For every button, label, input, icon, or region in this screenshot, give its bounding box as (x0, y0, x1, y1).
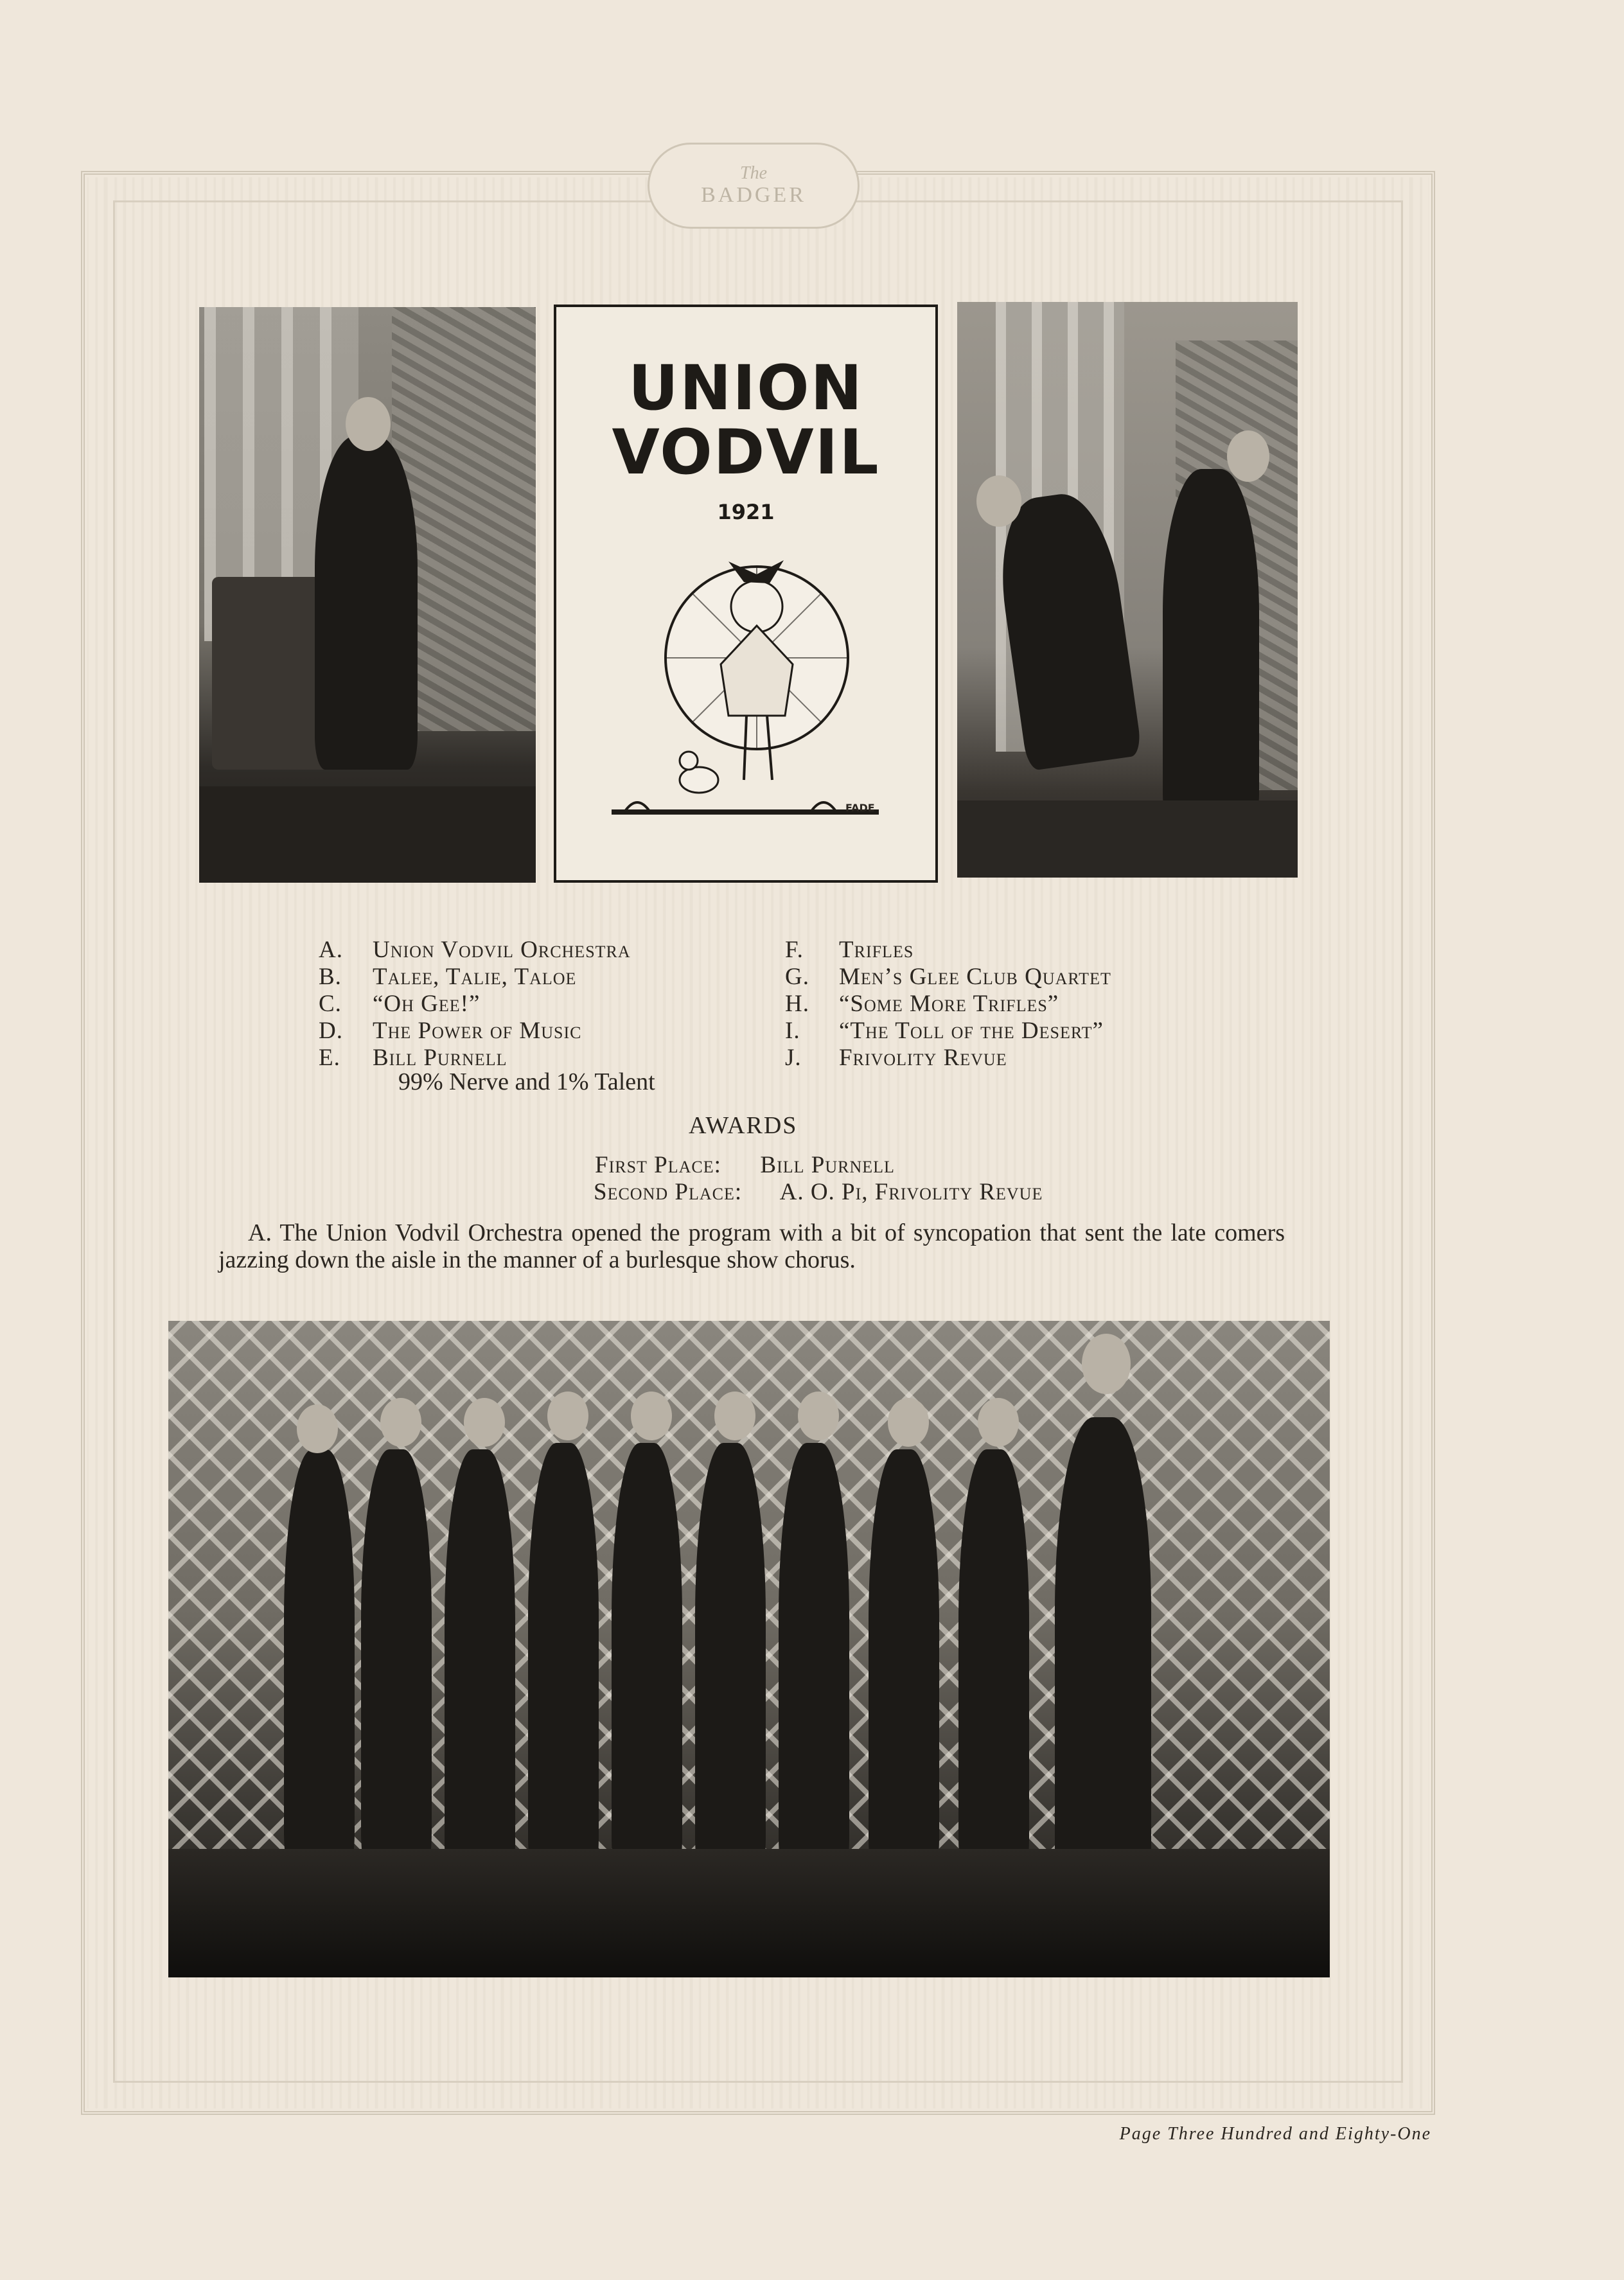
crest-the: The (740, 163, 767, 183)
program-list-left (319, 937, 631, 1072)
photo-dancing-couple (957, 302, 1298, 878)
poster-title-line2: VODVIL (612, 416, 880, 488)
crest-title: BADGER (701, 183, 806, 207)
program-item: H. “Some More Trifles” (785, 991, 1059, 1017)
program-item: G. Men’s Glee Club Quartet (785, 964, 1111, 990)
award-second-value: A. O. Pi, Frivolity Revue (779, 1179, 1043, 1205)
program-item: B. Talee, Talie, Taloe (319, 964, 577, 990)
poster-signature: FADE (845, 802, 875, 814)
union-vodvil-poster (554, 305, 938, 883)
program-item: E. Bill Purnell (319, 1045, 508, 1071)
program-item: F. Trifles (785, 937, 914, 963)
award-first (595, 1151, 895, 1179)
badger-crest (648, 143, 860, 229)
award-first-label: First Place: (595, 1152, 721, 1178)
award-first-value: Bill Purnell (760, 1152, 895, 1178)
program-item: D. The Power of Music (319, 1018, 582, 1044)
poster-year: 1921 (717, 500, 775, 524)
program-item: C. “Oh Gee!” (319, 991, 481, 1017)
program-item-e-subtitle: 99% Nerve and 1% Talent (398, 1068, 655, 1095)
page-number-footer: Page Three Hundred and Eighty-One (1119, 2124, 1431, 2144)
program-item: A. Union Vodvil Orchestra (319, 937, 631, 963)
poster-title-line1: UNION (628, 352, 863, 424)
orchestra-description: A. The Union Vodvil Orchestra opened the program with a bit of syncopation that sent the late comers jazzing down the aisle in the manner of a burlesque show chorus. (218, 1219, 1285, 1273)
photo-chorus-line (168, 1321, 1330, 1977)
program-list-right (785, 937, 1111, 1072)
program-item: I. “The Toll of the Desert” (785, 1018, 1104, 1044)
doll-illustration (554, 305, 938, 883)
awards-heading: AWARDS (689, 1112, 798, 1139)
award-second (594, 1178, 1043, 1206)
photo-bill-purnell (199, 307, 536, 883)
program-item: J. Frivolity Revue (785, 1045, 1007, 1071)
award-second-label: Second Place: (594, 1179, 743, 1205)
